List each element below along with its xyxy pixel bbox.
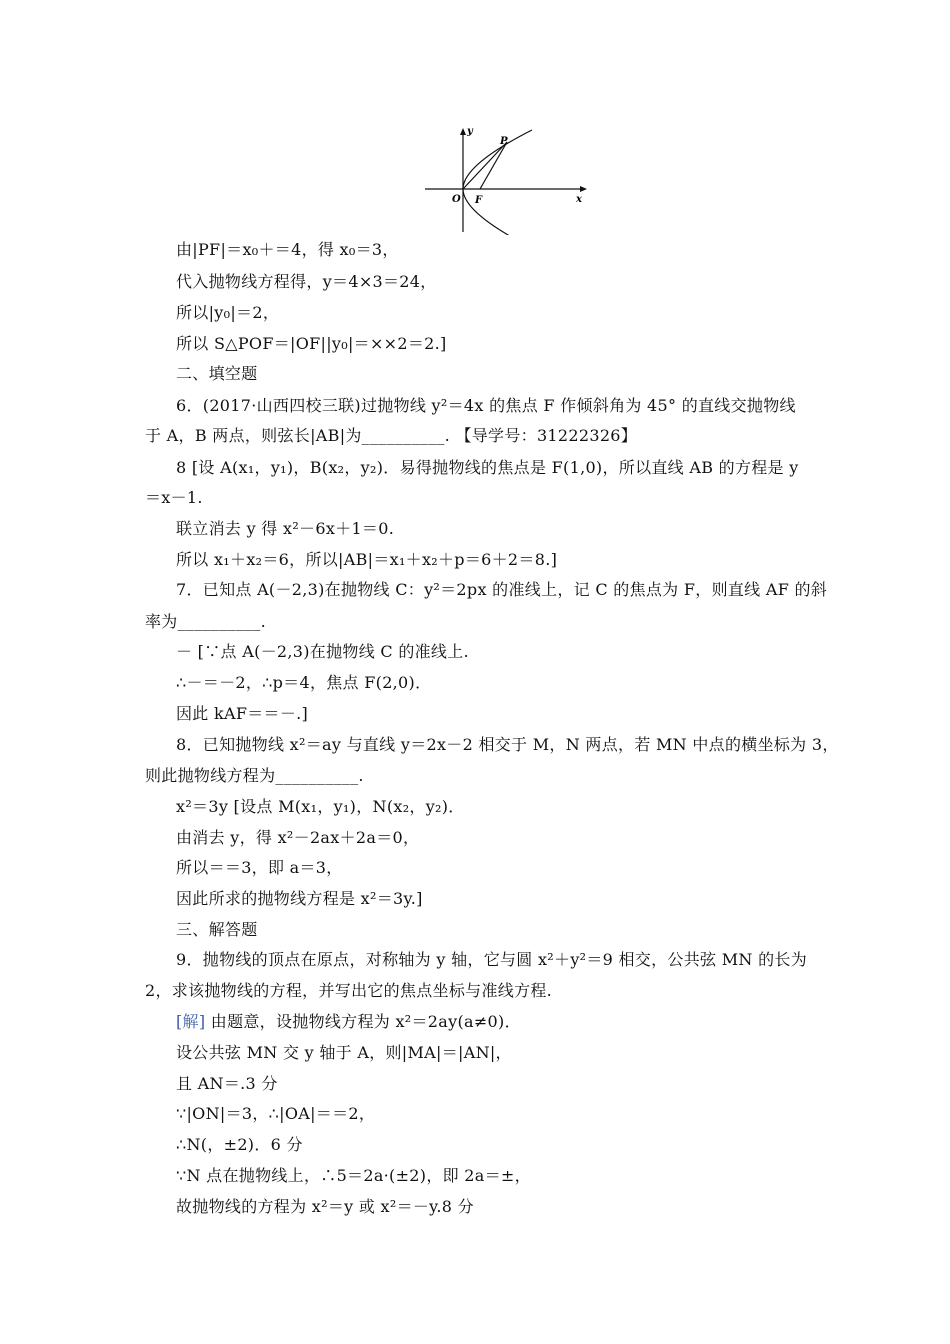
text-line-content: 故抛物线的方程为 x²＝y 或 x²＝－y.8 分 [176,1197,474,1216]
text-line [176,889,423,909]
text-line-content: 所以 S△POF＝|OF||y₀|＝××2＝2.] [176,334,447,353]
text-line [176,797,465,817]
text-line [176,950,807,970]
text-line-content: 三、解答题 [176,920,258,939]
text-line-content: 设公共弦 MN 交 y 轴于 A，则|MA|＝|AN|， [176,1043,512,1062]
text-line [145,766,364,786]
text-line-content: － [∵点 A(－2,3)在抛物线 C 的准线上. [176,642,469,661]
label-x: x [576,194,582,205]
text-line-content: 由消去 y，得 x²－2ax＋2a＝0， [176,828,420,847]
text-line [176,580,827,600]
text-line [176,240,399,260]
text-line [176,828,419,848]
text-line [176,735,839,755]
text-line-content: 因此 kAF＝＝－.] [176,704,309,723]
label-f: F [475,195,483,206]
text-line [176,1043,512,1063]
text-line [176,334,447,354]
parabola-curve [463,130,532,235]
text-line-content: ∴N(，±2)．6 分 [176,1135,303,1154]
text-line [176,303,279,323]
text-line [145,981,552,1001]
text-line-content: x²＝3y [设点 M(x₁，y₁)，N(x₂，y₂)． [176,797,465,816]
label-p: P [500,136,508,147]
text-line-content: 因此所求的抛物线方程是 x²＝3y.] [176,889,423,908]
text-line [176,364,258,384]
parabola-figure [420,120,590,235]
text-line [176,396,796,416]
text-line [176,1166,531,1186]
solution-tag: [解] [176,1012,206,1031]
text-line [145,488,203,508]
segment-pf [480,142,507,189]
segment-op [463,142,507,189]
text-line-content: 率为__________. [145,612,266,631]
text-line-content: 所以 x₁＋x₂＝6，所以|AB|＝x₁＋x₂＋p＝6＋2＝8.] [176,550,558,569]
text-line-content: 于 A，B 两点，则弦长|AB|为__________. 【导学号：31222326】 [145,426,638,445]
text-line-content: 代入抛物线方程得，y＝4×3＝24， [176,272,437,291]
text-line [176,1104,375,1124]
text-line [176,1135,303,1155]
text-line-content: 9．抛物线的顶点在原点，对称轴为 y 轴，它与圆 x²＋y²＝9 相交，公共弦 MN 的长为 [176,950,807,969]
text-line [145,426,637,446]
text-line [145,612,266,632]
text-line-content: 7．已知点 A(－2,3)在抛物线 C：y²＝2px 的准线上，记 C 的焦点为 F，则直线 AF 的斜 [176,580,828,599]
text-line-content: 8．已知抛物线 x²＝ay 与直线 y＝2x－2 相交于 M，N 两点，若 MN 中点的横坐标为 3， [176,735,839,754]
text-line [176,704,308,724]
text-line [176,673,431,693]
text-line [176,458,799,478]
text-line-content: ∴－＝－2，∴p＝4，焦点 F(2,0)． [176,673,432,692]
text-line-content: 6．(2017·山西四校三联)过抛物线 y²＝4x 的焦点 F 作倾斜角为 45° 的直线交抛物线 [176,396,796,415]
text-line [176,550,557,570]
text-line [176,1012,521,1032]
label-o: O [452,194,461,205]
text-line-content: 由题意，设抛物线方程为 x²＝2ay(a≠0)． [205,1012,521,1031]
text-line-content: 联立消去 y 得 x²－6x＋1＝0. [176,519,395,538]
text-line [176,272,437,292]
text-line [176,519,394,539]
text-line-content: 且 AN＝.3 分 [176,1074,278,1093]
text-line-content: ＝x－1. [145,488,203,507]
text-line-content: 所以＝＝3，即 a＝3， [176,858,343,877]
text-line [176,858,343,878]
text-line-content: 所以|y₀|＝2， [176,303,280,322]
text-line-content: 由|PF|＝x₀＋＝4，得 x₀＝3， [176,240,399,259]
label-y: y [467,126,473,137]
text-line [176,1074,278,1094]
text-line-content: 则此抛物线方程为__________. [145,766,364,785]
x-axis-arrow [580,186,587,192]
text-line-content: 8 [设 A(x₁，y₁)，B(x₂，y₂)．易得抛物线的焦点是 F(1,0)，所以直线 AB 的方程是 y [176,458,799,477]
text-line [176,1197,474,1217]
text-line-content: ∵|ON|＝3，∴|OA|＝＝2， [176,1104,376,1123]
text-line-content: 2，求该抛物线的方程，并写出它的焦点坐标与准线方程. [145,981,553,1000]
text-line-content: ∵N 点在抛物线上，∴5＝2a·(±2)，即 2a＝±， [176,1166,531,1185]
text-line [176,642,469,662]
text-line [176,920,258,940]
text-line-content: 二、填空题 [176,364,258,383]
y-axis-arrow [460,128,466,135]
